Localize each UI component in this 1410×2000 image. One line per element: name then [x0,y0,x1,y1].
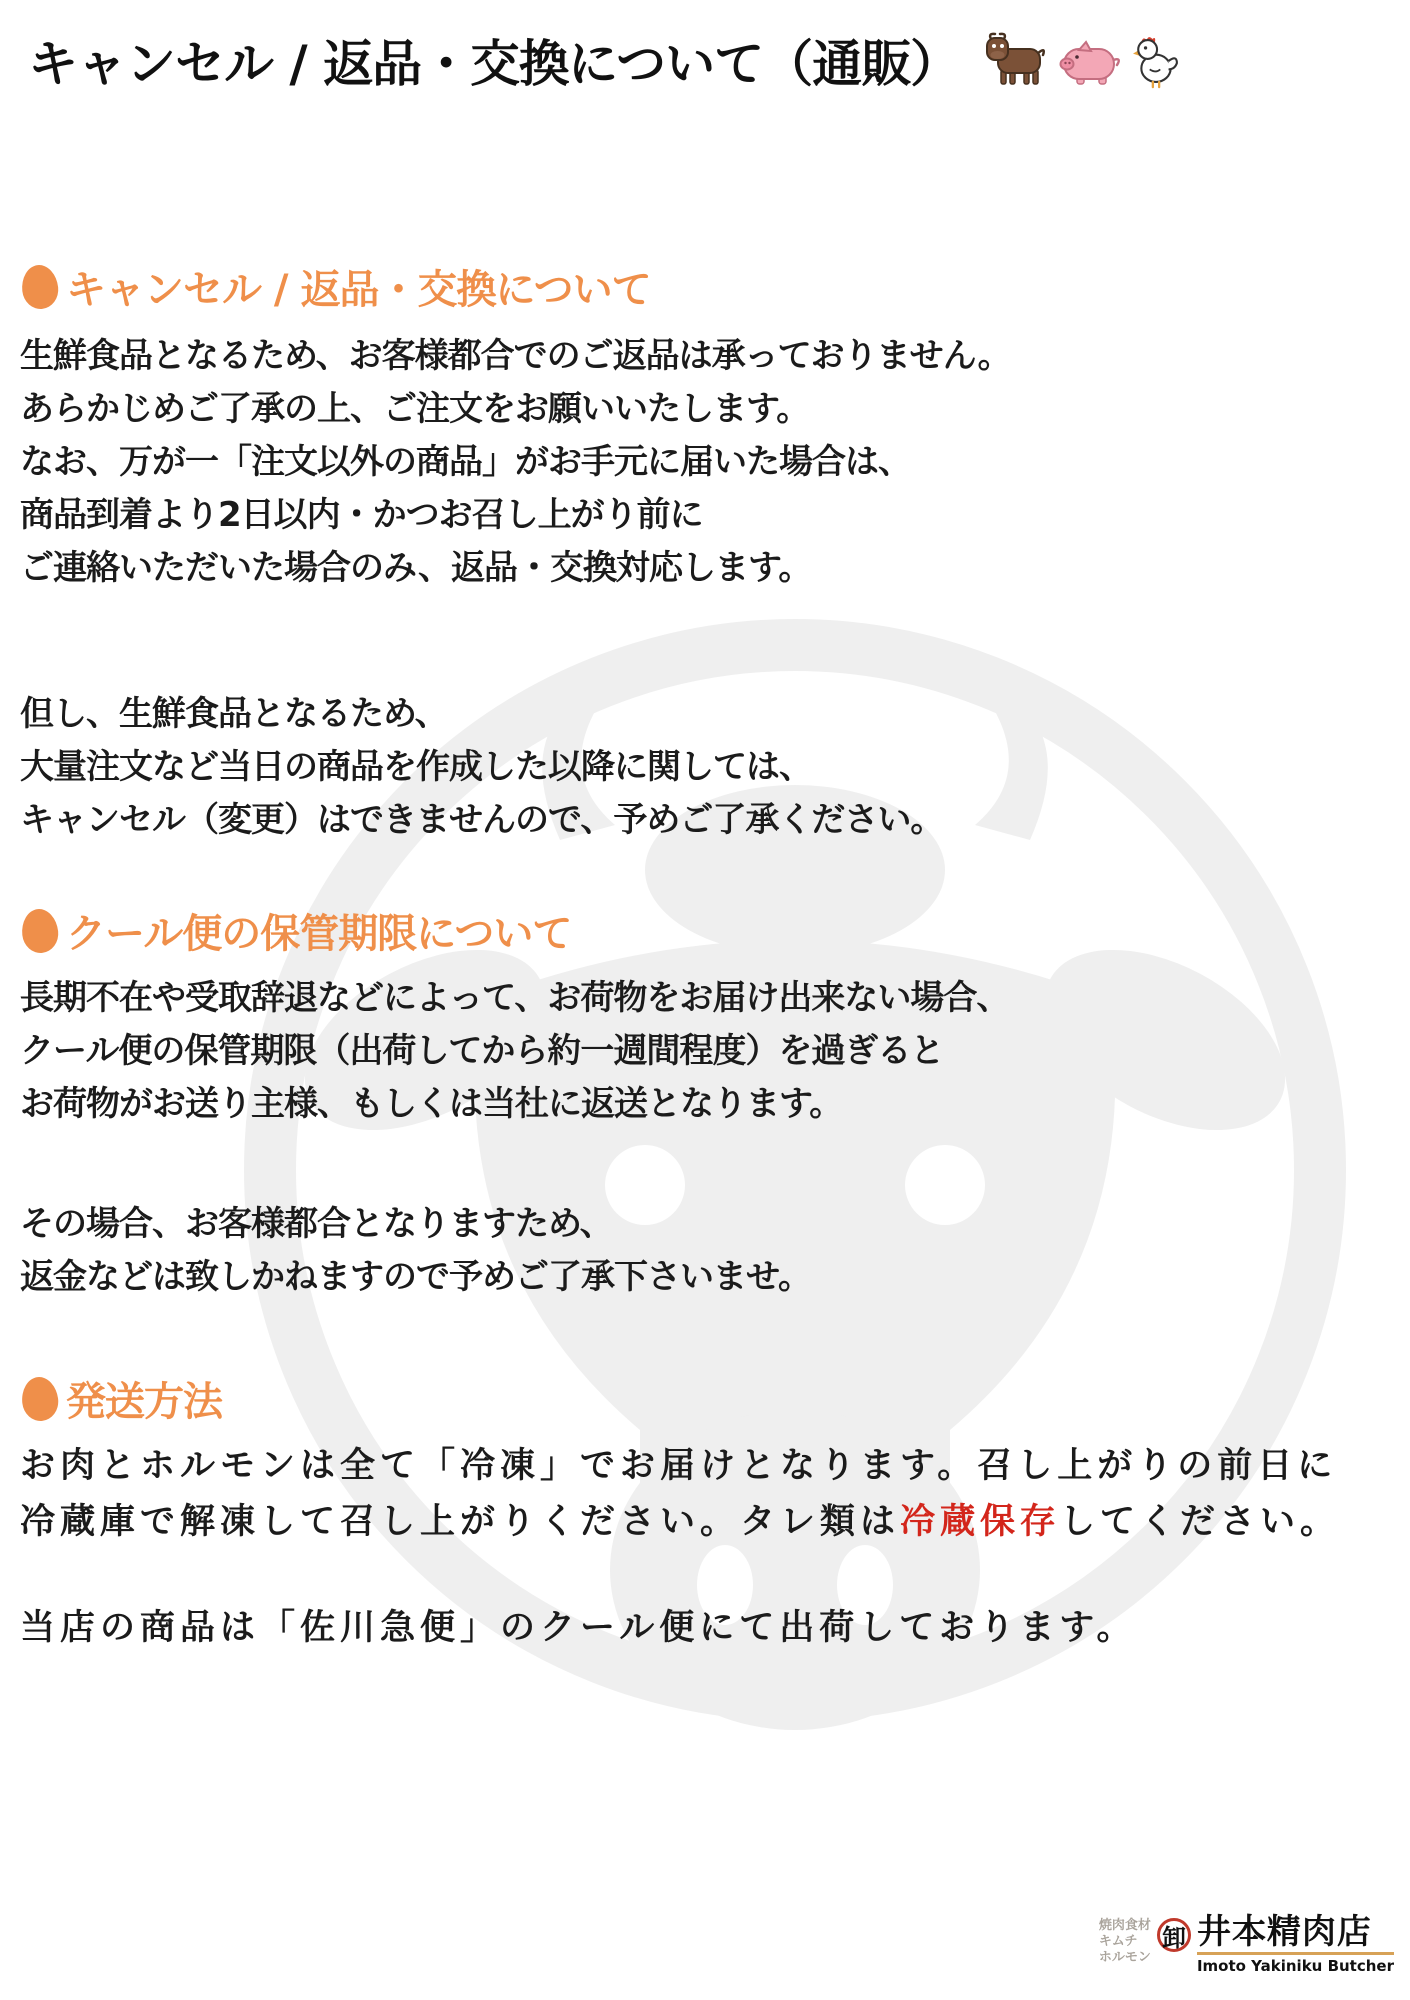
orange-oval-bullet-icon [20,907,60,955]
text-line: 商品到着より2日以内・かつお召し上がり前に [20,495,703,535]
section-heading-storage-label: クール便の保管期限について [66,911,572,957]
tagline: 焼肉食材 [1098,1918,1151,1933]
text-line: 但し、生鮮食品となるため、 [20,694,448,734]
tagline: ホルモン [1098,1950,1151,1965]
section-heading-shipping-label: 発送方法 [66,1379,222,1425]
orange-oval-bullet-icon [20,1375,60,1423]
pig-icon [1059,39,1123,89]
section-heading-shipping [22,1370,222,1427]
storage-paragraph-1 [20,972,1009,1131]
text-line: 大量注文など当日の商品を作成した以降に関しては、 [20,747,812,787]
shop-logo-taglines [1099,1912,1151,1966]
text-line: 生鮮食品となるため、お客様都合でのご返品は承っておりません。 [20,336,1011,376]
text-line: なお、万が一「注文以外の商品」がお手元に届いた場合は、 [20,442,911,482]
shop-name-japanese: 井本精肉店 [1197,1912,1394,1955]
text-line: ご連絡いただいた場合のみ、返品・交換対応します。 [20,548,812,588]
tagline: キムチ [1098,1934,1138,1949]
section-heading-cancel-label: キャンセル / 返品・交換について [66,267,651,313]
text-line: その場合、お客様都合となりますため、 [20,1204,613,1244]
orange-oval-bullet-icon [20,263,60,311]
text-line: あらかじめご了承の上、ご注文をお願いいたします。 [20,389,810,429]
shop-name-block [1197,1912,1394,1975]
refrigerate-warning-text: 冷蔵保存 [900,1502,1061,1542]
shop-logo [1099,1912,1394,1975]
cancel-paragraph-1 [20,330,1011,595]
text-line: 返金などは致しかねますので予めご了承下さいませ。 [20,1257,811,1297]
shipping-paragraph-1 [20,1438,1340,1550]
text-line: クール便の保管期限（出荷してから約一週間程度）を過ぎると [20,1031,944,1071]
section-heading-cancel [22,258,651,315]
page-header [28,24,1179,96]
shipping-paragraph-2 [20,1600,1137,1656]
text-segment: 冷蔵庫で解凍して召し上がりください。タレ類は [20,1502,901,1542]
oroshi-character: 卸 [1161,1923,1186,1952]
shop-name-english: Imoto Yakiniku Butcher [1196,1957,1394,1975]
text-line: お肉とホルモンは全て「冷凍」でお届けとなります。召し上がりの前日に [20,1446,1338,1486]
text-line: 長期不在や受取辞退などによって、お荷物をお届け出来ない場合、 [20,978,1010,1018]
oroshi-circle-mark-icon [1157,1918,1191,1952]
cow-icon [985,31,1049,89]
text-line: 当店の商品は「佐川急便」のクール便にて出荷しております。 [20,1608,1137,1648]
section-heading-storage [22,902,571,959]
title-animal-icons [985,31,1179,89]
text-line [20,1438,1340,1494]
cancel-paragraph-2 [20,688,943,847]
text-segment: してください。 [1060,1502,1341,1542]
text-line [20,1494,1340,1550]
text-line: キャンセル（変更）はできませんので、予めご了承ください。 [20,800,944,840]
page-title: キャンセル / 返品・交換について（通販） [28,35,960,93]
text-line: お荷物がお送り主様、もしくは当社に返送となります。 [20,1084,843,1124]
storage-paragraph-2 [20,1198,811,1304]
chicken-icon [1133,33,1179,89]
